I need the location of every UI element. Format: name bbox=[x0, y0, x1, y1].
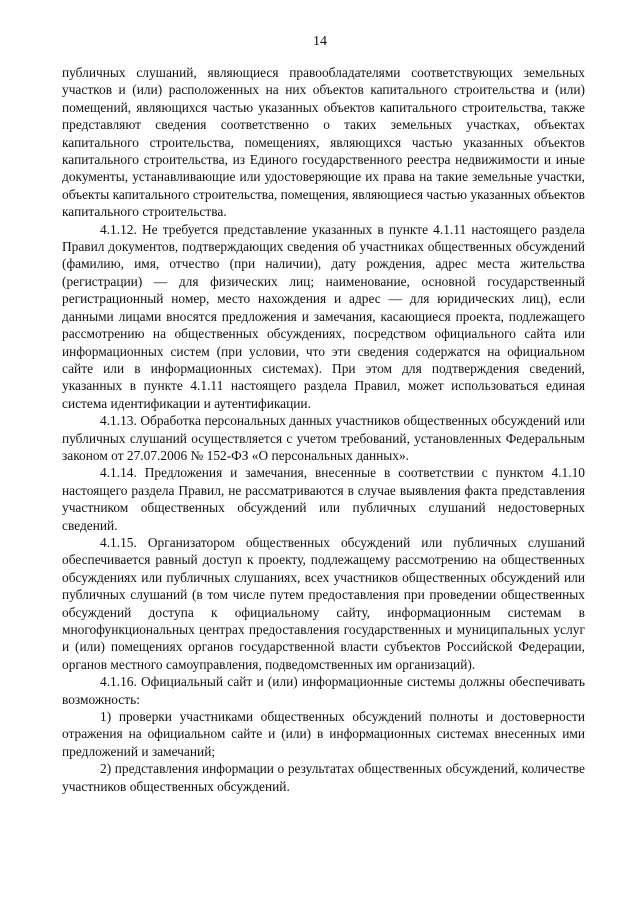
paragraph-4-1-13: 4.1.13. Обработка персональных данных участников общественных обсуждений или публичных слушаний осуществляется с учетом требований, установленных Федеральным законом от 27.07.2006 № 152-ФЗ «О персональных данных». bbox=[62, 413, 585, 463]
paragraph-4-1-16: 4.1.16. Официальный сайт и (или) информационные системы должны обеспечивать возможность: bbox=[62, 674, 585, 707]
list-item-2: 2) представления информации о результатах общественных обсуждений, количестве участников общественных обсуждений. bbox=[62, 761, 585, 794]
paragraph-4-1-15: 4.1.15. Организатором общественных обсуждений или публичных слушаний обеспечивается равный доступ к проекту, подлежащему рассмотрению на общественных обсуждениях или публичных слушаниях, всех участников общественных обсуждений или публичных слушаний (в том числе путем предоставления при проведении общественных обсуждений доступа к официальному сайту, информационным системам в многофункциональных центрах предоставления государственных и муниципальных услуг и (или) помещениях органов государственной власти субъектов Российской Федерации, органов местного самоуправления, подведомственных им организаций). bbox=[62, 534, 585, 672]
list-item-1: 1) проверки участниками общественных обсуждений полноты и достоверности отражения на официальном сайте и (или) в информационных системах внесенных ими предложений и замечаний; bbox=[62, 709, 585, 759]
document-body bbox=[62, 64, 585, 795]
page-number: 14 bbox=[313, 34, 327, 49]
paragraph-4-1-12: 4.1.12. Не требуется представление указанных в пункте 4.1.11 настоящего раздела Правил документов, подтверждающих сведения об участниках общественных обсуждений (фамилию, имя, отчество (при наличии), дату рождения, адрес места жительства (регистрации) — для физических лиц; наименование, основной государственный регистрационный номер, место нахождения и адрес — для юридических лиц), если данными лицами вносятся предложения и замечания, касающиеся проекта, подлежащего рассмотрению на общественных обсуждениях, посредством официального сайта или информационных систем (при условии, что эти сведения содержатся на официальном сайте или в информационных системах). При этом для подтверждения сведений, указанных в пункте 4.1.11 настоящего раздела Правил, может использоваться единая система идентификации и аутентификации. bbox=[62, 221, 585, 411]
paragraph-4-1-14: 4.1.14. Предложения и замечания, внесенные в соответствии с пунктом 4.1.10 настоящего раздела Правил, не рассматриваются в случае выявления факта представления участником общественных обсуждений или публичных слушаний недостоверных сведений. bbox=[62, 465, 585, 533]
paragraph-continuation: публичных слушаний, являющиеся правообладателями соответствующих земельных участков и (или) расположенных на них объектов капитального строительства и (или) помещений, являющихся частью указанных объектов капитального строительства, также представляют сведения соответственно о таких земельных участках, объектах капитального строительства, помещениях, являющихся частью указанных объектов капитального строительства, из Единого государственного реестра недвижимости и иные документы, устанавливающие или удостоверяющие их права на такие земельные участки, объекты капитального строительства, помещения, являющиеся частью указанных объектов капитального строительства. bbox=[62, 65, 585, 220]
